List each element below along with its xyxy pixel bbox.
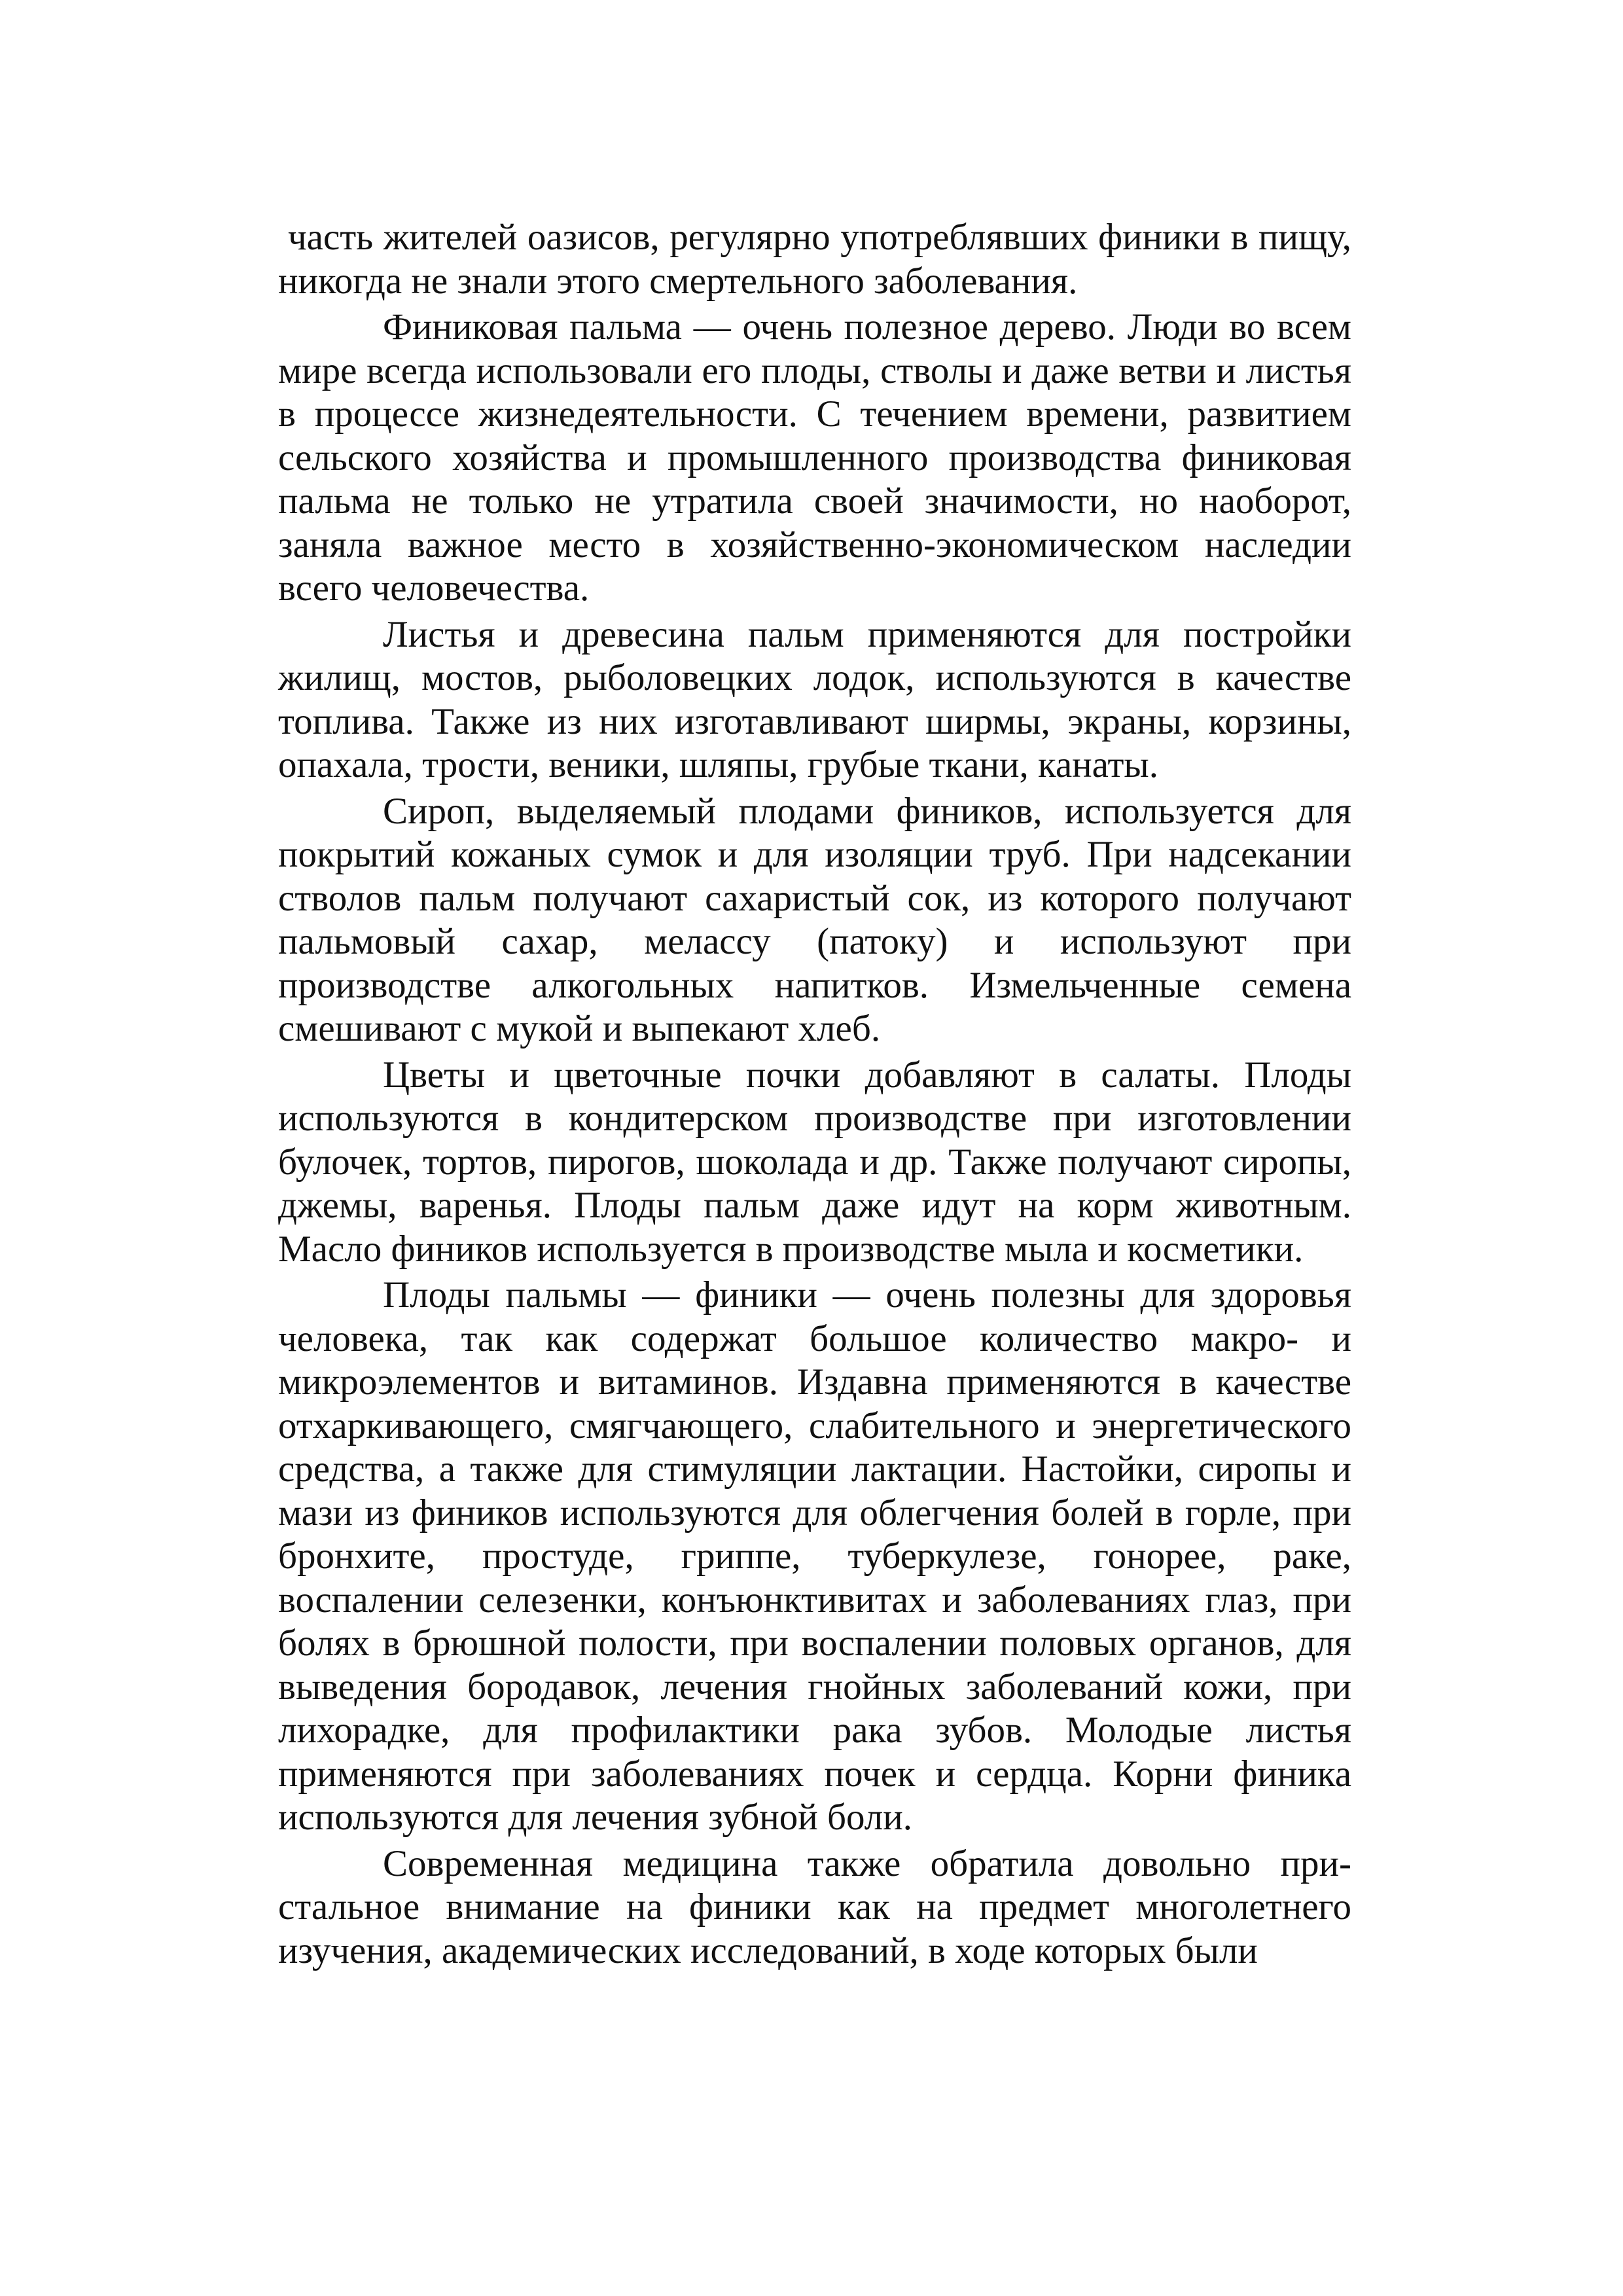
paragraph-7: Современная медицина также обратила довольно пристальное внимание на финики как на предмет многолетнего изучения, академических исследований, в ходе которых были <box>278 1842 1351 1971</box>
paragraph-5: Цветы и цветочные почки добавляют в салаты. Плоды используются в кондитерском производстве при изготовлении булочек, тортов, пирогов, шоколада и др. Также получают сиропы, джемы, варенья. Плоды пальм даже идут на корм животным. Масло фиников используется в производстве мыла и косметики. <box>278 1054 1351 1270</box>
paragraph-4: Сироп, выделяемый плодами фиников, используется для покрытий кожаных сумок и для изоляции труб. При надсекании стволов пальм получают сахаристый сок, из которого получают пальмовый сахар, мелассу (патоку) и используют при производстве алкогольных напитков. Измельченные семена смешивают с мукой и выпекают хлеб. <box>278 790 1351 1049</box>
paragraph-3: Листья и древесина пальм применяются для постройки жилищ, мостов, рыболовецких лодок, используются в качестве топлива. Также из них изготавливают ширмы, экраны, корзины, опахала, трости, веники, шляпы, грубые ткани, канаты. <box>278 613 1351 785</box>
paragraph-2: Финиковая пальма — очень полезное дерево. Люди во всем мире всегда использовали его плоды, стволы и даже ветви и листья в процессе жизнедеятельности. С течением времени, развитием сельского хозяйства и промышленного производства финиковая пальма не только не утратила своей значимости, но наоборот, заняла важное место в хозяйственно-экономическом наследии всего человечества. <box>278 306 1351 609</box>
document-page <box>278 216 1351 1973</box>
paragraph-1: часть жителей оазисов, регулярно употреблявших финики в пищу, никогда не знали этого смертельного заболевания. <box>278 217 1351 302</box>
paragraph-6: Плоды пальмы — финики — очень полезны для здоровья человека, так как содержат большое количество макро- и микроэлементов и витаминов. Издавна применяются в качестве отхаркивающего, смягчающего, слабительного и энергетического средства, а также для стимуляции лактации. Настойки, сиропы и мази из фиников используются для облегчения болей в горле, при бронхите, простуде, гриппе, туберкулезе, гонорее, раке, воспалении селезенки, конъюнктивитах и заболеваниях глаз, при болях в брюшной полости, при воспалении половых органов, для выведения бородавок, лечения гнойных заболеваний кожи, при лихорадке, для профилактики рака зубов. Молодые листья применяются при заболеваниях почек и сердца. Корни финика используются для лечения зубной боли. <box>278 1274 1351 1838</box>
